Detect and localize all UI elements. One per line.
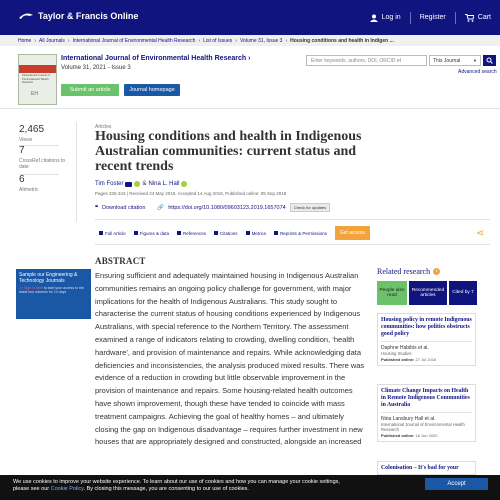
breadcrumb-current: Housing conditions and health in Indigen ... xyxy=(290,37,394,44)
chevron-down-icon: ▼ xyxy=(473,58,477,63)
published-date: 27 Jul 2016 xyxy=(415,357,437,362)
card-divider xyxy=(381,341,472,342)
tab-label: Citations xyxy=(220,230,238,236)
crossref-count[interactable]: 7 xyxy=(19,145,25,156)
article-type: Articles xyxy=(95,124,112,130)
reprints-icon xyxy=(274,231,278,235)
cookie-text: We use cookies to improve your website experience. To learn about our use of cookies and how you can manage your cookie settings, xyxy=(13,479,340,485)
share-icon[interactable]: ⋖ xyxy=(476,228,485,239)
author-separator: & xyxy=(142,181,147,187)
register-label: Register xyxy=(419,14,446,21)
search-scope-select[interactable] xyxy=(429,55,481,66)
search-icon xyxy=(486,57,493,64)
abstract-heading: ABSTRACT xyxy=(95,256,146,266)
promo-text xyxy=(19,286,88,294)
references-icon xyxy=(177,231,181,235)
get-access-button[interactable]: Get access xyxy=(335,226,370,240)
login-link[interactable] xyxy=(361,14,410,22)
accept-cookies-button[interactable]: Accept xyxy=(425,478,488,490)
tab-label: Figures & data xyxy=(139,230,170,236)
breadcrumb xyxy=(0,35,500,46)
promo-banner[interactable] xyxy=(16,269,91,319)
figures-icon xyxy=(134,231,138,235)
promo-signin-link[interactable]: >> Sign in here xyxy=(19,286,43,290)
related-article-journal: Housing Studies xyxy=(381,351,412,356)
cover-code: EH xyxy=(31,91,38,97)
tab-recommended-articles[interactable]: Recommended articles xyxy=(409,281,447,305)
brand-name: Taylor & Francis Online xyxy=(38,11,139,21)
breadcrumb-separator: › xyxy=(198,37,201,44)
breadcrumb-issues[interactable]: List of Issues xyxy=(203,37,233,44)
related-article-card[interactable] xyxy=(377,384,476,442)
altmetric-count[interactable]: 6 xyxy=(19,174,25,185)
sidebar-divider xyxy=(76,122,77,222)
toolbar-divider xyxy=(95,219,490,220)
download-citation-link[interactable]: Download citation xyxy=(101,204,146,211)
metric-divider xyxy=(19,174,59,175)
orcid-icon[interactable] xyxy=(181,181,187,187)
journal-cover[interactable] xyxy=(18,54,57,105)
breadcrumb-all-journals[interactable]: All Journals xyxy=(39,37,65,44)
related-article-journal: International Journal of Environmental Health Research xyxy=(381,422,465,432)
cover-title: International Journal of Environmental Health Research xyxy=(22,73,51,84)
article-toolbar xyxy=(99,226,370,240)
published-date: 16 Jun 2020 xyxy=(415,433,438,438)
quote-icon: ❝ xyxy=(95,204,98,211)
orcid-icon[interactable] xyxy=(134,181,140,187)
breadcrumb-separator: › xyxy=(34,37,37,44)
journal-volume[interactable]: Volume 31, 2021 - Issue 3 xyxy=(61,65,131,71)
doi-link[interactable]: https://doi.org/10.1080/09603123.2019.1657074 xyxy=(168,204,286,211)
tab-citations[interactable] xyxy=(214,231,238,236)
full-article-icon xyxy=(99,231,103,235)
tab-people-also-read[interactable]: People also read xyxy=(377,281,407,305)
cookie-text-part: . By closing this message, you are consenting to our use of cookies. xyxy=(83,485,249,492)
card-divider xyxy=(381,412,472,413)
related-article-date xyxy=(381,357,472,362)
abstract-text: Ensuring sufficient and adequately maintained housing in Indigenous Australian communities remains an ongoing policy challenge for government, with major implications for the health of Indigenous Australians. This study sought to characterise the current status of housing conditions experienced by Indigenous Australians, with special reference to the Northern Territory. The assessment examined a range of indicators relating to crowding, dwelling condition, ‘health hardware’, and provision of maintenance and repairs. While acknowledging data deficiencies and inconsistencies, the analysis produced mixed results. There was evidence of a reduction in crowding but little observable improvement in the provision of maintenance and repairs. Some housing-related health outcomes have shown improvement, though these have tended to coincide with mass treatment campaigns. Achieving the goal of healthy homes – and ultimately closing the gap on Indigenous disadvantage – requires further investment in new houses that are appropriately designed and constructed, alongside an increased xyxy=(95,271,365,447)
email-icon[interactable] xyxy=(125,182,132,187)
tab-references[interactable] xyxy=(177,231,206,236)
tab-figures-data[interactable] xyxy=(134,231,169,236)
cover-band xyxy=(19,65,56,73)
breadcrumb-journal[interactable]: International Journal of Environmental Health Research xyxy=(72,37,196,44)
published-label: Published online: xyxy=(381,357,415,362)
related-article-author: Nina Lansbury Hall et al. xyxy=(381,416,436,422)
cart-icon xyxy=(465,14,474,22)
breadcrumb-separator: › xyxy=(235,37,237,44)
advanced-search-link[interactable]: Advanced search xyxy=(458,69,497,75)
cookie-policy-link[interactable]: Cookie Policy xyxy=(50,485,84,492)
brand-logo[interactable] xyxy=(18,10,138,22)
promo-detail: to start your access to the latest two volumes for 14 days xyxy=(19,286,84,294)
crossref-label: CrossRef citations to date xyxy=(19,158,66,170)
tab-label: Full Article xyxy=(105,230,126,236)
altmetric-label: Altmetric xyxy=(19,187,39,193)
article-title: Housing conditions and health in Indigenous Australian communities: current status and recent trends xyxy=(95,129,362,174)
journal-title[interactable]: International Journal of Environmental Health Research › xyxy=(61,55,251,62)
cart-label: Cart xyxy=(477,14,491,21)
search-scope-value: This Journal xyxy=(433,57,461,64)
tab-label: References xyxy=(183,230,207,236)
top-bar xyxy=(0,0,500,35)
related-article-title[interactable]: Housing policy in remote Indigenous communities: how politics obstructs good policy xyxy=(381,317,472,337)
publication-history: Pages 325-343 | Received 24 May 2019, Accepted 14 Aug 2019, Published online: 05 Sep 2019 xyxy=(95,191,287,196)
related-article-date xyxy=(381,433,472,438)
header-divider xyxy=(0,108,500,109)
user-icon xyxy=(370,14,378,22)
tab-full-article[interactable] xyxy=(99,231,126,236)
related-research-heading xyxy=(377,267,440,276)
breadcrumb-volume[interactable]: Volume 31, Issue 3 xyxy=(239,37,283,44)
tab-metrics[interactable] xyxy=(246,231,267,236)
breadcrumb-separator: › xyxy=(67,37,70,44)
tab-label: Metrics xyxy=(251,230,267,236)
related-article-title[interactable]: Colonisation – It's bad for your xyxy=(381,465,459,471)
metric-divider xyxy=(19,145,59,146)
promo-headline: Sample our Engineering & Technology Journals xyxy=(19,272,78,284)
related-article-title[interactable]: Climate Change Impacts on Health in Remote Indigenous Communities in Australia xyxy=(381,388,470,408)
related-article-author: Daphne Habibis et al. xyxy=(381,345,429,351)
views-label: Views xyxy=(19,137,33,143)
related-heading-label: Related research xyxy=(377,267,431,276)
cart-link[interactable] xyxy=(456,14,500,22)
tab-reprints[interactable] xyxy=(274,231,327,236)
search-input[interactable]: Enter keywords, authors, DOI, ORCID et xyxy=(306,55,427,66)
search-button[interactable] xyxy=(483,55,496,66)
author-link[interactable]: Nina L. Hall xyxy=(148,181,180,187)
lamp-icon xyxy=(18,10,34,22)
author-list xyxy=(95,181,187,187)
author-link[interactable]: Tim Foster xyxy=(95,181,124,187)
related-article-card[interactable] xyxy=(377,313,476,366)
doi-icon: 🔗 xyxy=(157,204,165,211)
published-label: Published online: xyxy=(381,433,415,438)
related-article-card[interactable] xyxy=(377,461,476,475)
info-icon[interactable]: i xyxy=(433,268,440,275)
views-count: 2,465 xyxy=(19,124,45,135)
check-for-updates-badge[interactable]: Check for updates xyxy=(290,203,330,212)
tab-cited-by[interactable]: Cited by 7 xyxy=(449,281,477,305)
account-nav xyxy=(361,0,500,35)
metrics-icon xyxy=(246,231,250,235)
citations-icon xyxy=(214,231,218,235)
cookie-text xyxy=(13,486,432,493)
cookie-text-part: please see our xyxy=(13,485,51,492)
login-label: Log in xyxy=(381,14,401,21)
article-links xyxy=(95,203,330,212)
journal-homepage-button[interactable]: Journal homepage xyxy=(124,84,180,96)
toolbar-divider xyxy=(95,244,490,245)
submit-article-button[interactable]: Submit an article xyxy=(61,84,119,96)
register-link[interactable] xyxy=(411,14,455,21)
tab-label: Reprints & Permissions xyxy=(280,230,327,236)
breadcrumb-separator: › xyxy=(285,37,288,44)
breadcrumb-home[interactable]: Home xyxy=(18,37,32,44)
